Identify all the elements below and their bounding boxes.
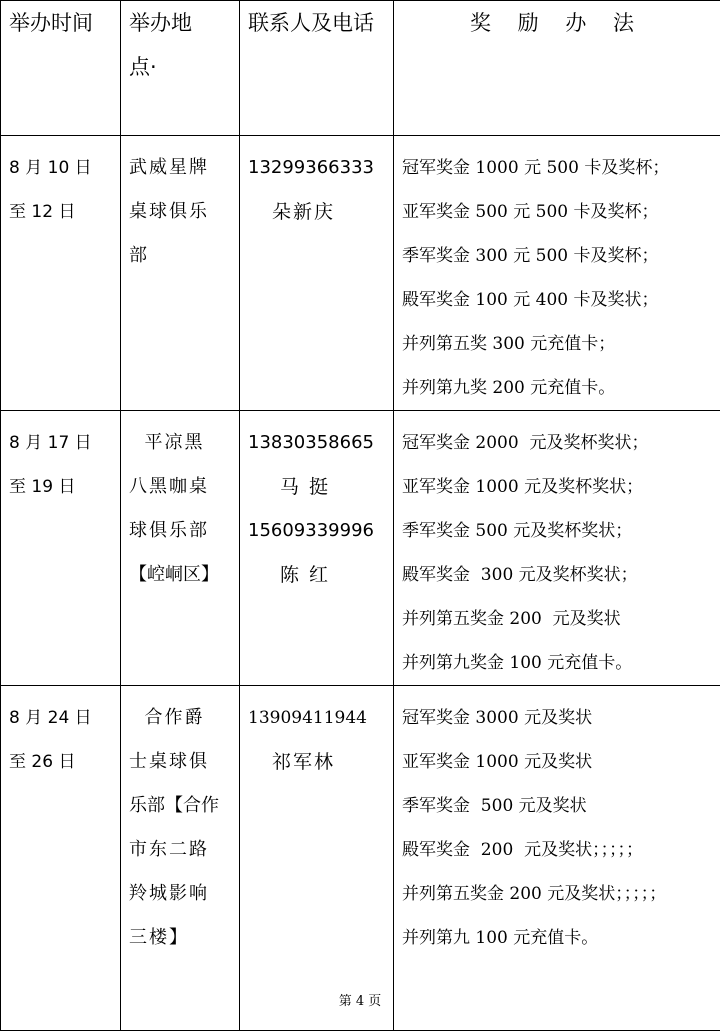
date-line: 至 19 日 [1,465,120,509]
venue-line: 羚城影响 [121,872,239,916]
table-row [1,411,720,686]
venue-line: 桌球俱乐 [121,190,239,234]
award-line: 亚军奖金 500 元 500 卡及奖杯； [394,190,720,234]
venue-cell [121,136,240,411]
venue-cell [121,411,240,686]
table-row [1,136,720,411]
contact-cell [240,411,394,686]
contact-name: 祁军林 [240,740,393,784]
award-line: 季军奖金 500 元及奖杯奖状； [394,509,720,553]
venue-line: 部 [121,234,239,278]
award-cell [394,136,720,411]
date-line: 8 月 17 日 [1,421,120,465]
header-venue: 举办地点· [121,1,240,136]
award-line: 季军奖金 300 元 500 卡及奖杯； [394,234,720,278]
award-line: 并列第九奖金 100 元充值卡。 [394,641,720,685]
table-row [1,686,720,1031]
contact-name: 朵新庆 [240,190,393,234]
award-cell [394,411,720,686]
contact-phone: 13830358665 [240,421,393,465]
date-cell [1,136,121,411]
venue-line: 【崆峒区】 [121,553,239,597]
venue-line: 合作爵 [121,696,239,740]
page-number: 第 4 页 [0,990,720,1009]
award-line: 并列第九 100 元充值卡。 [394,916,720,960]
award-line: 殿军奖金 300 元及奖杯奖状； [394,553,720,597]
award-line: 殿军奖金 200 元及奖状；；；；； [394,828,720,872]
award-line: 并列第五奖金 200 元及奖状；；；；； [394,872,720,916]
award-line: 并列第九奖 200 元充值卡。 [394,366,720,410]
award-cell [394,686,720,1031]
venue-line: 乐部【合作 [121,784,239,828]
award-line: 冠军奖金 2000 元及奖杯奖状； [394,421,720,465]
contact-cell [240,686,394,1031]
venue-line: 三楼】 [121,916,239,960]
award-line: 亚军奖金 1000 元及奖状 [394,740,720,784]
venue-cell [121,686,240,1031]
venue-line: 士桌球俱 [121,740,239,784]
date-cell [1,411,121,686]
award-line: 季军奖金 500 元及奖状 [394,784,720,828]
date-line: 8 月 10 日 [1,146,120,190]
date-line: 至 26 日 [1,740,120,784]
date-line: 至 12 日 [1,190,120,234]
header-row [1,1,720,136]
venue-line: 市东二路 [121,828,239,872]
contact-phone: 15609339996 [240,509,393,553]
venue-line: 平凉黑 [121,421,239,465]
venue-line: 武威星牌 [121,146,239,190]
venue-line: 八黑咖桌 [121,465,239,509]
date-cell [1,686,121,1031]
venue-line: 球俱乐部 [121,509,239,553]
award-line: 冠军奖金 1000 元 500 卡及奖杯； [394,146,720,190]
award-line: 殿军奖金 100 元 400 卡及奖状； [394,278,720,322]
award-line: 并列第五奖 300 元充值卡； [394,322,720,366]
award-line: 冠军奖金 3000 元及奖状 [394,696,720,740]
header-contact: 联系人及电话 [240,1,394,136]
contact-name: 陈 红 [240,553,393,597]
award-line: 并列第五奖金 200 元及奖状 [394,597,720,641]
contact-cell [240,136,394,411]
award-line: 亚军奖金 1000 元及奖杯奖状； [394,465,720,509]
header-award: 奖 励 办 法 [394,1,720,136]
contact-phone: 13299366333 [240,146,393,190]
contact-phone: 13909411944 [240,696,393,740]
contact-name: 马 挺 [240,465,393,509]
header-date: 举办时间 [1,1,121,136]
date-line: 8 月 24 日 [1,696,120,740]
